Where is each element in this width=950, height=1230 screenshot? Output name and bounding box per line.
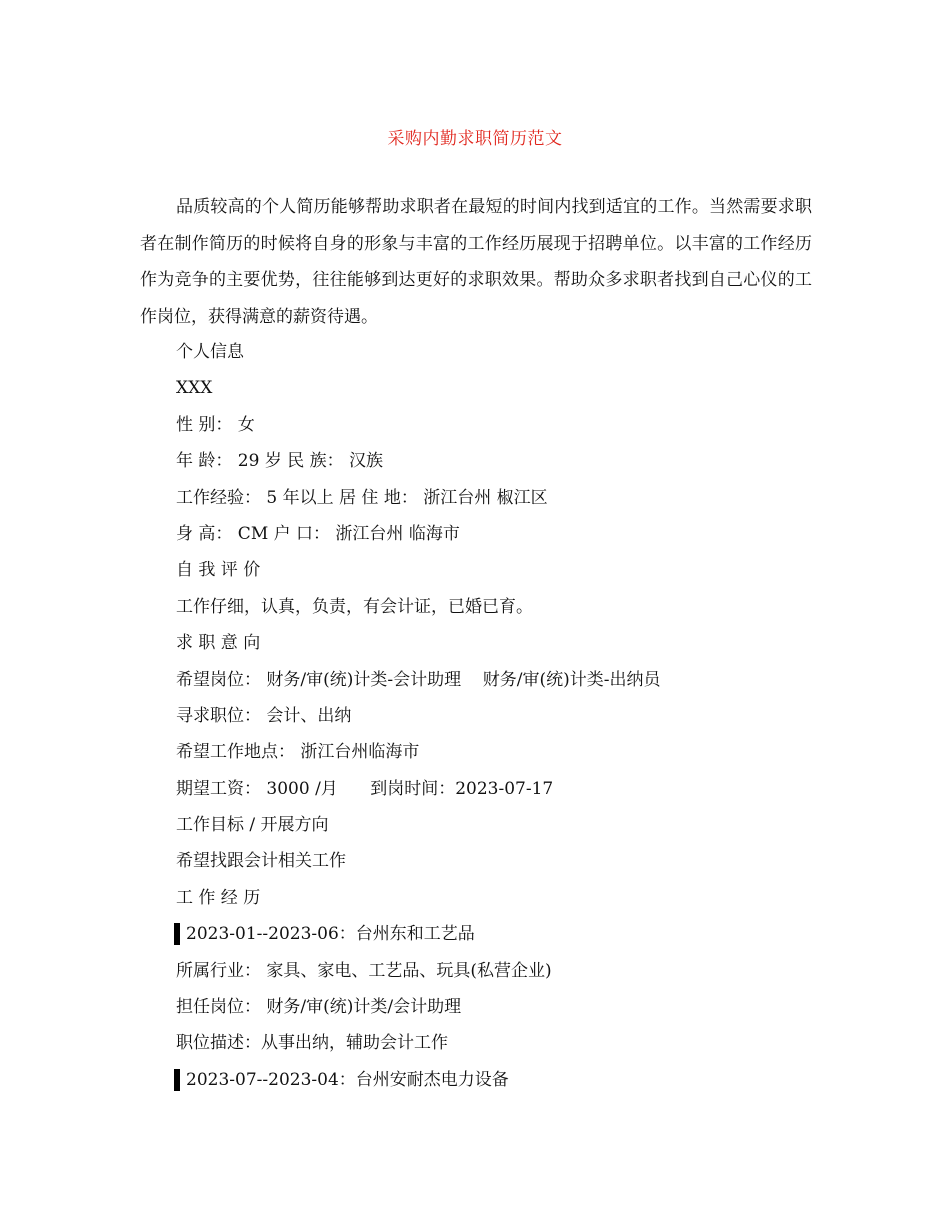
exp1-position-line: 担任岗位： 财务/审(统)计类/会计助理 [176, 997, 462, 1018]
section-bar-icon [174, 1069, 180, 1091]
intro-paragraph: 品质较高的个人简历能够帮助求职者在最短的时间内找到适宜的工作。当然需要求职者在制作简历的时候将自身的形象与丰富的工作经历展现于招聘单位。以丰富的工作经历作为竞争的主要优势，往往能够到达更好的求职效果。帮助众多求职者找到自己心仪的工作岗位，获得满意的薪资待遇。 [140, 197, 812, 327]
gender-line: 性 别： 女 [176, 414, 255, 435]
self-eval-line: 工作仔细，认真，负责，有会计证，已婚已育。 [176, 596, 533, 617]
exp2-header [174, 1062, 816, 1098]
goal-heading: 工作目标 / 开展方向 [176, 815, 329, 836]
desired-positions-line: 希望岗位： 财务/审(统)计类-会计助理 财务/审(统)计类-出纳员 [176, 669, 661, 690]
work-exp-heading: 工 作 经 历 [176, 887, 261, 908]
exp1-industry-line: 所属行业： 家具、家电、工艺品、玩具(私营企业) [176, 960, 552, 981]
personal-info-heading: 个人信息 [176, 342, 244, 362]
resume-content [176, 334, 816, 1098]
experience-residence-line: 工作经验： 5 年以上 居 住 地： 浙江台州 椒江区 [176, 487, 548, 508]
seeking-position-line: 寻求职位： 会计、出纳 [176, 705, 352, 726]
exp1-header [174, 916, 816, 952]
salary-arrival-line: 期望工资： 3000 /月 到岗时间：2023-07-17 [176, 778, 554, 799]
self-eval-heading: 自 我 评 价 [176, 560, 261, 581]
desired-location-line: 希望工作地点： 浙江台州临海市 [176, 742, 420, 763]
height-hukou-line: 身 高： CM 户 口： 浙江台州 临海市 [176, 523, 460, 544]
document-title: 采购内勤求职简历范文 [387, 129, 563, 149]
age-ethnicity-line: 年 龄： 29 岁 民 族： 汉族 [176, 451, 384, 472]
exp1-header-text: 2023-01--2023-06：台州东和工艺品 [186, 924, 475, 945]
exp1-description-line: 职位描述：从事出纳，辅助会计工作 [176, 1033, 448, 1054]
section-bar-icon [174, 923, 180, 945]
intention-heading: 求 职 意 向 [176, 633, 261, 654]
goal-line: 希望找跟会计相关工作 [176, 851, 346, 872]
exp2-header-text: 2023-07--2023-04：台州安耐杰电力设备 [186, 1069, 509, 1090]
name-line: XXX [176, 378, 213, 399]
